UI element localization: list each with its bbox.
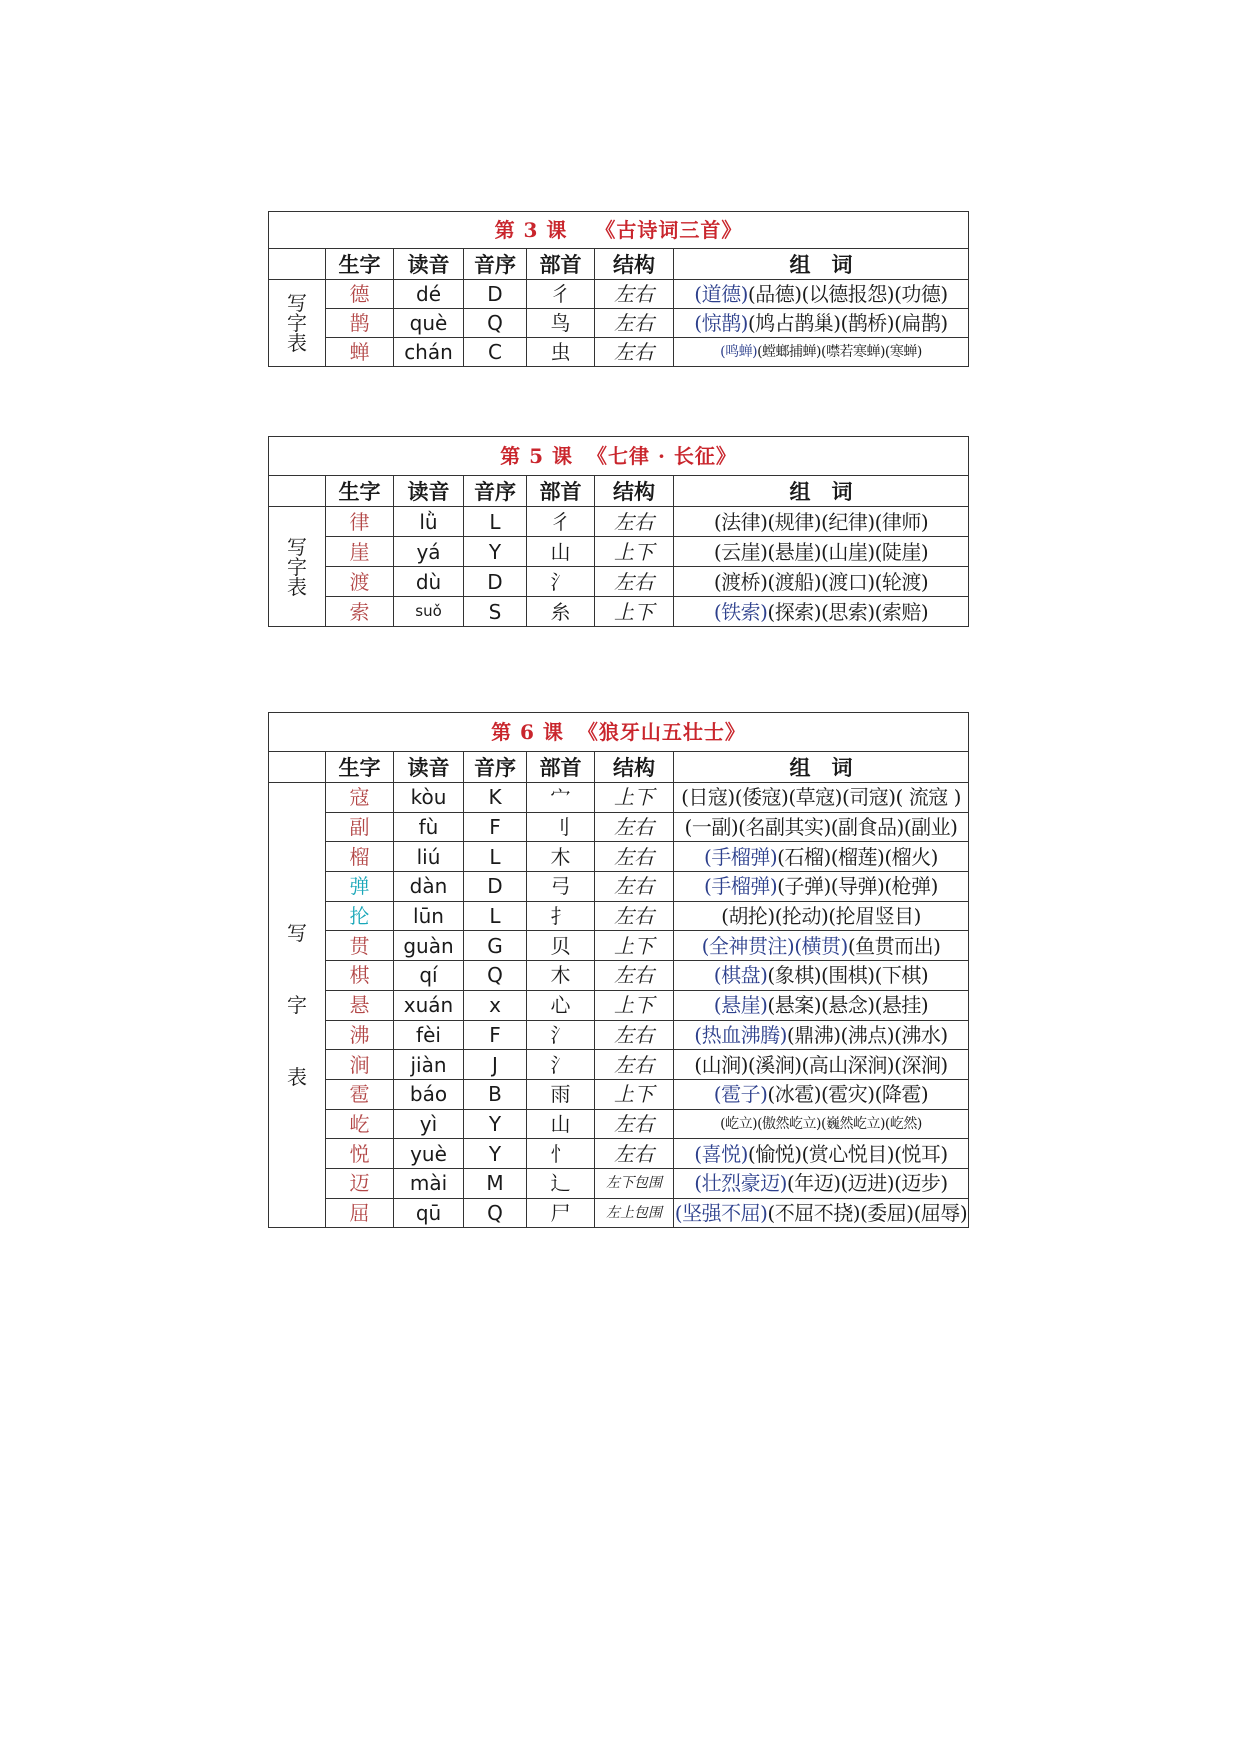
words-cell xyxy=(674,990,969,1020)
radical-cell: 忄 xyxy=(527,1139,595,1169)
header-structure: 结构 xyxy=(595,752,674,783)
char-cell: 德 xyxy=(326,280,394,309)
table-row xyxy=(269,537,969,567)
word-group: (愉悦)(赏心悦目)(悦耳) xyxy=(747,1141,948,1166)
word-group: (屹立)(傲然屹立)(巍然屹立)(屹然) xyxy=(720,1115,922,1132)
header-structure: 结构 xyxy=(595,249,674,280)
structure-cell: 左右 xyxy=(595,338,674,367)
header-blank xyxy=(269,249,326,280)
structure-cell: 左右 xyxy=(595,812,674,842)
table-row xyxy=(269,1139,969,1169)
pinyin-cell: lǜ xyxy=(394,507,464,537)
index-cell: D xyxy=(464,280,527,309)
words-cell xyxy=(674,537,969,567)
index-cell: C xyxy=(464,338,527,367)
word-group: (雹子) xyxy=(713,1082,768,1107)
word-group: (鸣蝉) xyxy=(720,344,758,360)
char-cell: 悦 xyxy=(326,1139,394,1169)
lesson-name: 《古诗词三首》 xyxy=(595,218,743,242)
words-cell xyxy=(674,1050,969,1080)
header-index: 音序 xyxy=(464,249,527,280)
pinyin-cell: qū xyxy=(394,1198,464,1228)
index-cell: Y xyxy=(464,1139,527,1169)
char-cell: 迈 xyxy=(326,1168,394,1198)
structure-cell: 左右 xyxy=(595,1109,674,1139)
table-row xyxy=(269,812,969,842)
pinyin-cell: lūn xyxy=(394,901,464,931)
radical-cell: 扌 xyxy=(527,901,595,931)
index-cell: L xyxy=(464,507,527,537)
header-index: 音序 xyxy=(464,752,527,783)
radical-cell: 鸟 xyxy=(527,309,595,338)
structure-cell: 左右 xyxy=(595,1050,674,1080)
lesson-title xyxy=(269,713,969,752)
pinyin-cell: xuán xyxy=(394,990,464,1020)
lesson-6-table xyxy=(268,712,969,1228)
radical-cell: 彳 xyxy=(527,280,595,309)
word-group: (手榴弹) xyxy=(704,844,778,869)
table-row xyxy=(269,309,969,338)
header-row xyxy=(269,476,969,507)
word-group: (年迈)(迈进)(迈步) xyxy=(786,1171,948,1196)
table-row xyxy=(269,338,969,367)
structure-cell: 左上包围 xyxy=(595,1198,674,1228)
index-cell: J xyxy=(464,1050,527,1080)
words-cell xyxy=(674,1168,969,1198)
index-cell: Q xyxy=(464,961,527,991)
header-words: 组 词 xyxy=(674,476,969,507)
words-cell xyxy=(674,309,969,338)
table-row xyxy=(269,931,969,961)
word-group: (法律)(规律)(纪律)(律师) xyxy=(713,509,929,534)
structure-cell: 左右 xyxy=(595,280,674,309)
pinyin-cell: jiàn xyxy=(394,1050,464,1080)
radical-cell: 山 xyxy=(527,537,595,567)
words-cell xyxy=(674,1020,969,1050)
index-cell: F xyxy=(464,1020,527,1050)
word-group: (鸠占鹊巢)(鹊桥)(扁鹊) xyxy=(747,311,948,335)
radical-cell: 尸 xyxy=(527,1198,595,1228)
word-group: (一副)(名副其实)(副食品)(副业) xyxy=(684,815,958,840)
structure-cell: 上下 xyxy=(595,1079,674,1109)
row-label xyxy=(269,783,326,1228)
table-row xyxy=(269,872,969,902)
lesson-title xyxy=(269,437,969,476)
words-cell xyxy=(674,567,969,597)
char-cell: 蝉 xyxy=(326,338,394,367)
table-row xyxy=(269,1168,969,1198)
radical-cell: 心 xyxy=(527,990,595,1020)
header-char: 生字 xyxy=(326,752,394,783)
pinyin-cell: fù xyxy=(394,812,464,842)
header-pinyin: 读音 xyxy=(394,476,464,507)
header-char: 生字 xyxy=(326,476,394,507)
char-cell: 屹 xyxy=(326,1109,394,1139)
char-cell: 渡 xyxy=(326,567,394,597)
word-group: (螳螂捕蝉)(噤若寒蝉)(寒蝉) xyxy=(757,344,922,360)
header-words: 组 词 xyxy=(674,752,969,783)
table-row xyxy=(269,1198,969,1228)
word-group: (手榴弹) xyxy=(704,874,778,899)
radical-cell: 弓 xyxy=(527,872,595,902)
radical-cell: 氵 xyxy=(527,567,595,597)
word-group: (鱼贯而出) xyxy=(847,933,941,958)
index-cell: L xyxy=(464,842,527,872)
table-row xyxy=(269,842,969,872)
table-row xyxy=(269,1020,969,1050)
pinyin-cell: báo xyxy=(394,1079,464,1109)
header-pinyin: 读音 xyxy=(394,752,464,783)
index-cell: S xyxy=(464,597,527,627)
table-row xyxy=(269,990,969,1020)
words-cell xyxy=(674,507,969,537)
radical-cell: 贝 xyxy=(527,931,595,961)
header-char: 生字 xyxy=(326,249,394,280)
words-cell xyxy=(674,597,969,627)
pinyin-cell: suǒ xyxy=(394,597,464,627)
table-row xyxy=(269,901,969,931)
char-cell: 屈 xyxy=(326,1198,394,1228)
pinyin-cell: yá xyxy=(394,537,464,567)
row-label xyxy=(269,507,326,627)
row-label-text: 写字表 xyxy=(287,291,307,355)
char-cell: 鹊 xyxy=(326,309,394,338)
pinyin-cell: fèi xyxy=(394,1020,464,1050)
lesson-number: 第 3 课 xyxy=(494,218,568,242)
lesson-rows xyxy=(269,280,969,367)
word-group: (不屈不挠)(委屈)(屈辱) xyxy=(767,1200,968,1225)
word-group: (悬案)(悬念)(悬挂) xyxy=(767,993,929,1018)
index-cell: Y xyxy=(464,537,527,567)
table-row xyxy=(269,507,969,537)
char-cell: 寇 xyxy=(326,783,394,813)
index-cell: G xyxy=(464,931,527,961)
table-row xyxy=(269,961,969,991)
index-cell: Y xyxy=(464,1109,527,1139)
structure-cell: 上下 xyxy=(595,597,674,627)
table-row xyxy=(269,1050,969,1080)
row-label-text: 写字表 xyxy=(287,921,307,1090)
header-pinyin: 读音 xyxy=(394,249,464,280)
lesson-number: 第 6 课 xyxy=(491,720,564,744)
row-label xyxy=(269,280,326,367)
lesson-rows xyxy=(269,783,969,1228)
pinyin-cell: dé xyxy=(394,280,464,309)
row-label-text: 写字表 xyxy=(287,534,307,599)
radical-cell: 氵 xyxy=(527,1020,595,1050)
word-group: (探索)(思索)(索赔) xyxy=(767,599,929,624)
table-row xyxy=(269,597,969,627)
words-cell xyxy=(674,1139,969,1169)
word-group: (鼎沸)(沸点)(沸水) xyxy=(786,1022,948,1047)
radical-cell: 木 xyxy=(527,961,595,991)
radical-cell: 山 xyxy=(527,1109,595,1139)
word-group: (坚强不屈) xyxy=(674,1200,768,1225)
words-cell xyxy=(674,872,969,902)
words-cell xyxy=(674,901,969,931)
char-cell: 副 xyxy=(326,812,394,842)
structure-cell: 上下 xyxy=(595,783,674,813)
char-cell: 律 xyxy=(326,507,394,537)
radical-cell: 刂 xyxy=(527,812,595,842)
char-cell: 沸 xyxy=(326,1020,394,1050)
words-cell xyxy=(674,338,969,367)
words-cell xyxy=(674,1109,969,1139)
pinyin-cell: yì xyxy=(394,1109,464,1139)
lesson-3-table xyxy=(268,211,969,367)
structure-cell: 左右 xyxy=(595,1020,674,1050)
pinyin-cell: chán xyxy=(394,338,464,367)
pinyin-cell: yuè xyxy=(394,1139,464,1169)
header-row xyxy=(269,249,969,280)
char-cell: 雹 xyxy=(326,1079,394,1109)
word-group: (惊鹊) xyxy=(694,311,748,335)
word-group: (石榴)(榴莲)(榴火) xyxy=(777,844,938,869)
pinyin-cell: kòu xyxy=(394,783,464,813)
table-row xyxy=(269,1079,969,1109)
index-cell: K xyxy=(464,783,527,813)
word-group: (壮烈豪迈) xyxy=(694,1171,787,1196)
radical-cell: 彳 xyxy=(527,507,595,537)
table-row xyxy=(269,783,969,813)
header-index: 音序 xyxy=(464,476,527,507)
structure-cell: 左右 xyxy=(595,309,674,338)
index-cell: Q xyxy=(464,309,527,338)
header-row xyxy=(269,752,969,783)
structure-cell: 左右 xyxy=(595,872,674,902)
lesson-5-table xyxy=(268,436,969,627)
structure-cell: 左右 xyxy=(595,901,674,931)
structure-cell: 上下 xyxy=(595,990,674,1020)
pinyin-cell: dù xyxy=(394,567,464,597)
word-group: (日寇)(倭寇)(草寇)(司寇)( 流寇 ) xyxy=(681,785,961,810)
word-group: (全神贯注)(横贯) xyxy=(701,933,848,958)
header-words: 组 词 xyxy=(674,249,969,280)
radical-cell: 辶 xyxy=(527,1168,595,1198)
table-row xyxy=(269,280,969,309)
char-cell: 涧 xyxy=(326,1050,394,1080)
pinyin-cell: dàn xyxy=(394,872,464,902)
radical-cell: 氵 xyxy=(527,1050,595,1080)
structure-cell: 上下 xyxy=(595,931,674,961)
char-cell: 棋 xyxy=(326,961,394,991)
index-cell: F xyxy=(464,812,527,842)
header-blank xyxy=(269,752,326,783)
header-radical: 部首 xyxy=(527,752,595,783)
header-blank xyxy=(269,476,326,507)
pinyin-cell: guàn xyxy=(394,931,464,961)
words-cell xyxy=(674,280,969,309)
char-cell: 贯 xyxy=(326,931,394,961)
table-row xyxy=(269,567,969,597)
lesson-number: 第 5 课 xyxy=(500,444,573,468)
structure-cell: 上下 xyxy=(595,537,674,567)
char-cell: 榴 xyxy=(326,842,394,872)
char-cell: 抡 xyxy=(326,901,394,931)
words-cell xyxy=(674,842,969,872)
structure-cell: 左下包围 xyxy=(595,1168,674,1198)
word-group: (热血沸腾) xyxy=(694,1022,787,1047)
words-cell xyxy=(674,812,969,842)
char-cell: 崖 xyxy=(326,537,394,567)
char-cell: 弹 xyxy=(326,872,394,902)
radical-cell: 雨 xyxy=(527,1079,595,1109)
char-cell: 索 xyxy=(326,597,394,627)
words-cell xyxy=(674,961,969,991)
char-cell: 悬 xyxy=(326,990,394,1020)
radical-cell: 木 xyxy=(527,842,595,872)
word-group: (悬崖) xyxy=(713,993,768,1018)
word-group: (铁索) xyxy=(713,599,768,624)
radical-cell: 宀 xyxy=(527,783,595,813)
word-group: (冰雹)(雹灾)(降雹) xyxy=(767,1082,929,1107)
word-group: (胡抡)(抡动)(抡眉竖目) xyxy=(721,904,921,929)
pinyin-cell: mài xyxy=(394,1168,464,1198)
lesson-name: 《七律 · 长征》 xyxy=(587,444,737,468)
index-cell: Q xyxy=(464,1198,527,1228)
index-cell: D xyxy=(464,567,527,597)
word-group: (子弹)(导弹)(枪弹) xyxy=(777,874,938,899)
structure-cell: 左右 xyxy=(595,1139,674,1169)
index-cell: M xyxy=(464,1168,527,1198)
table-row xyxy=(269,1109,969,1139)
words-cell xyxy=(674,931,969,961)
header-structure: 结构 xyxy=(595,476,674,507)
pinyin-cell: què xyxy=(394,309,464,338)
lesson-title xyxy=(269,212,969,249)
header-radical: 部首 xyxy=(527,249,595,280)
lesson-name: 《狼牙山五壮士》 xyxy=(577,720,746,744)
word-group: (喜悦) xyxy=(694,1141,748,1166)
words-cell xyxy=(674,1079,969,1109)
radical-cell: 糸 xyxy=(527,597,595,627)
structure-cell: 左右 xyxy=(595,961,674,991)
word-group: (渡桥)(渡船)(渡口)(轮渡) xyxy=(713,569,929,594)
word-group: (棋盘) xyxy=(713,963,768,988)
structure-cell: 左右 xyxy=(595,842,674,872)
structure-cell: 左右 xyxy=(595,507,674,537)
index-cell: D xyxy=(464,872,527,902)
word-group: (象棋)(围棋)(下棋) xyxy=(767,963,929,988)
structure-cell: 左右 xyxy=(595,567,674,597)
word-group: (品德)(以德报怨)(功德) xyxy=(747,282,948,306)
words-cell xyxy=(674,1198,969,1228)
radical-cell: 虫 xyxy=(527,338,595,367)
index-cell: B xyxy=(464,1079,527,1109)
index-cell: L xyxy=(464,901,527,931)
header-radical: 部首 xyxy=(527,476,595,507)
word-group: (云崖)(悬崖)(山崖)(陡崖) xyxy=(713,539,929,564)
index-cell: x xyxy=(464,990,527,1020)
lesson-rows xyxy=(269,507,969,627)
word-group: (道德) xyxy=(694,282,748,306)
pinyin-cell: liú xyxy=(394,842,464,872)
pinyin-cell: qí xyxy=(394,961,464,991)
word-group: (山涧)(溪涧)(高山深涧)(深涧) xyxy=(694,1052,948,1077)
words-cell xyxy=(674,783,969,813)
